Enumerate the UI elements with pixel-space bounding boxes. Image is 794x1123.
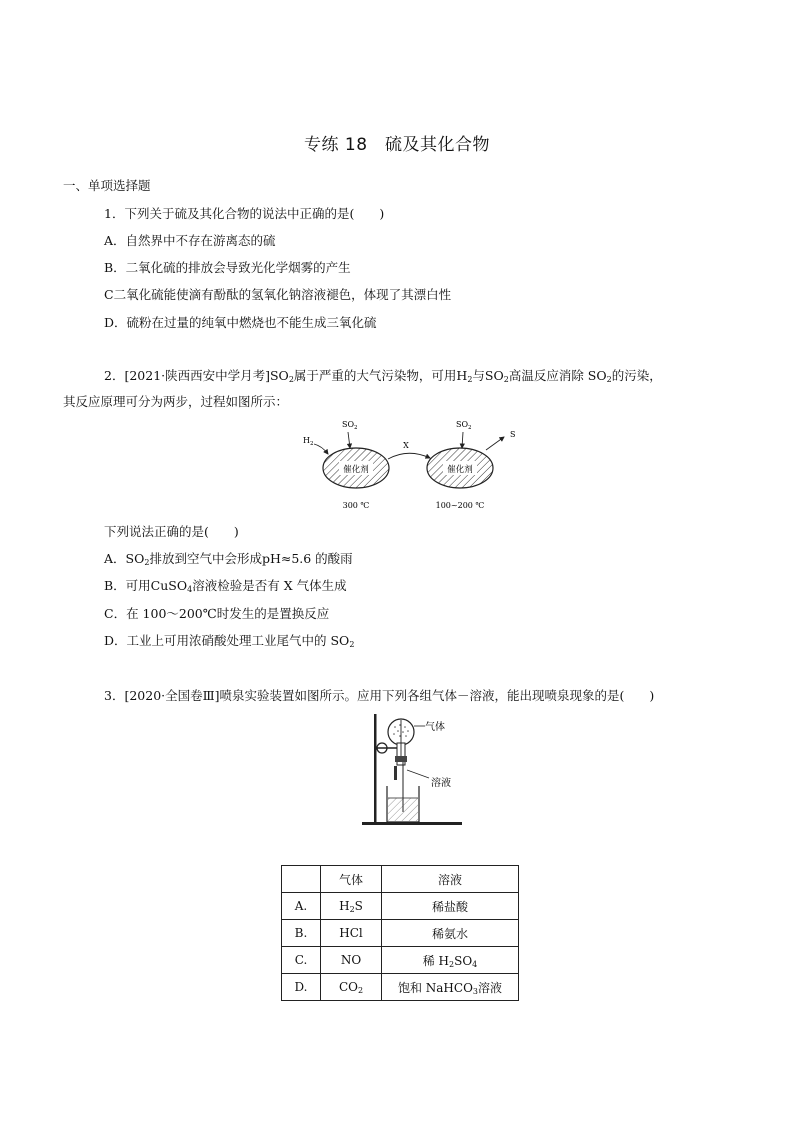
q2-option-c: C．在 100～200℃时发生的是置换反应	[104, 606, 330, 621]
page-title: 专练 18 硫及其化合物	[303, 135, 491, 155]
so2-label-1: $SO_2$	[342, 420, 358, 431]
q2-option-d: D．工业上可用浓硝酸处理工业尾气中的 $SO_2$	[104, 633, 355, 649]
q2-reaction-diagram	[290, 412, 540, 516]
row-letter: A.	[282, 893, 321, 920]
row-letter: D.	[282, 974, 321, 1001]
so2-label-2: $SO_2$	[456, 420, 472, 431]
gas-cell: NO	[321, 947, 382, 974]
section-heading: 一、单项选择题	[63, 178, 151, 193]
q1-option-d: D．硫粉在过量的纯氧中燃烧也不能生成三氧化硫	[104, 315, 377, 330]
q2-prompt: 下列说法正确的是( )	[104, 524, 239, 539]
temp-label-2: 100~200 ℃	[435, 501, 485, 510]
table-header: 溶液	[382, 866, 519, 893]
solution-cell: 饱和 NaHCO$_3$溶液	[382, 974, 519, 1001]
q1-stem: 1．下列关于硫及其化合物的说法中正确的是( )	[104, 206, 385, 221]
table-row	[282, 920, 519, 947]
q3-fountain-apparatus	[355, 712, 465, 830]
catalyst-label-2: 催化剂	[447, 465, 473, 475]
catalyst-label-1: 催化剂	[343, 465, 369, 475]
row-letter: B.	[282, 920, 321, 947]
q2-stem-line2: 其反应原理可分为两步，过程如图所示：	[63, 394, 289, 409]
row-letter: C.	[282, 947, 321, 974]
gas-cell: HCl	[321, 920, 382, 947]
table-header-row	[282, 866, 519, 893]
table-header	[282, 866, 321, 893]
s-label: S	[510, 430, 516, 439]
q2-stem: 2．[2021·陕西西安中学月考]$SO_2$属于严重的大气污染物，可用$H_2$与$SO_2$高温反应消除 $SO_2$的污染，	[104, 368, 662, 384]
x-label: X	[403, 441, 409, 450]
q1-option-c: C二氧化硫能使滴有酚酞的氢氧化钠溶液褪色，体现了其漂白性	[104, 287, 452, 302]
table-header: 气体	[321, 866, 382, 893]
gas-cell: $H_2S$	[321, 893, 382, 920]
solution-label: 溶液	[431, 778, 451, 789]
table-row	[282, 974, 519, 1001]
q2-option-b: B．可用CuSO$_4$溶液检验是否有 X 气体生成	[104, 578, 347, 594]
temp-label-1: 300 ℃	[342, 501, 370, 510]
q3-options-table	[281, 865, 519, 1001]
q2-option-a: A．$SO_2$排放到空气中会形成pH≈5.6 的酸雨	[104, 551, 353, 567]
gas-cell: $CO_2$	[321, 974, 382, 1001]
table-row	[282, 893, 519, 920]
solution-cell: 稀盐酸	[382, 893, 519, 920]
gas-label: 气体	[425, 722, 445, 733]
q1-option-a: A．自然界中不存在游离态的硫	[104, 233, 276, 248]
h2-label: $H_2$	[303, 436, 314, 447]
solution-cell: 稀氨水	[382, 920, 519, 947]
table-row	[282, 947, 519, 974]
q3-stem: 3．[2020·全国卷Ⅲ]喷泉实验装置如图所示。应用下列各组气体－溶液，能出现喷泉现象的是( )	[104, 688, 655, 703]
solution-cell: 稀 $H_2SO_4$	[382, 947, 519, 974]
q1-option-b: B．二氧化硫的排放会导致光化学烟雾的产生	[104, 260, 351, 275]
